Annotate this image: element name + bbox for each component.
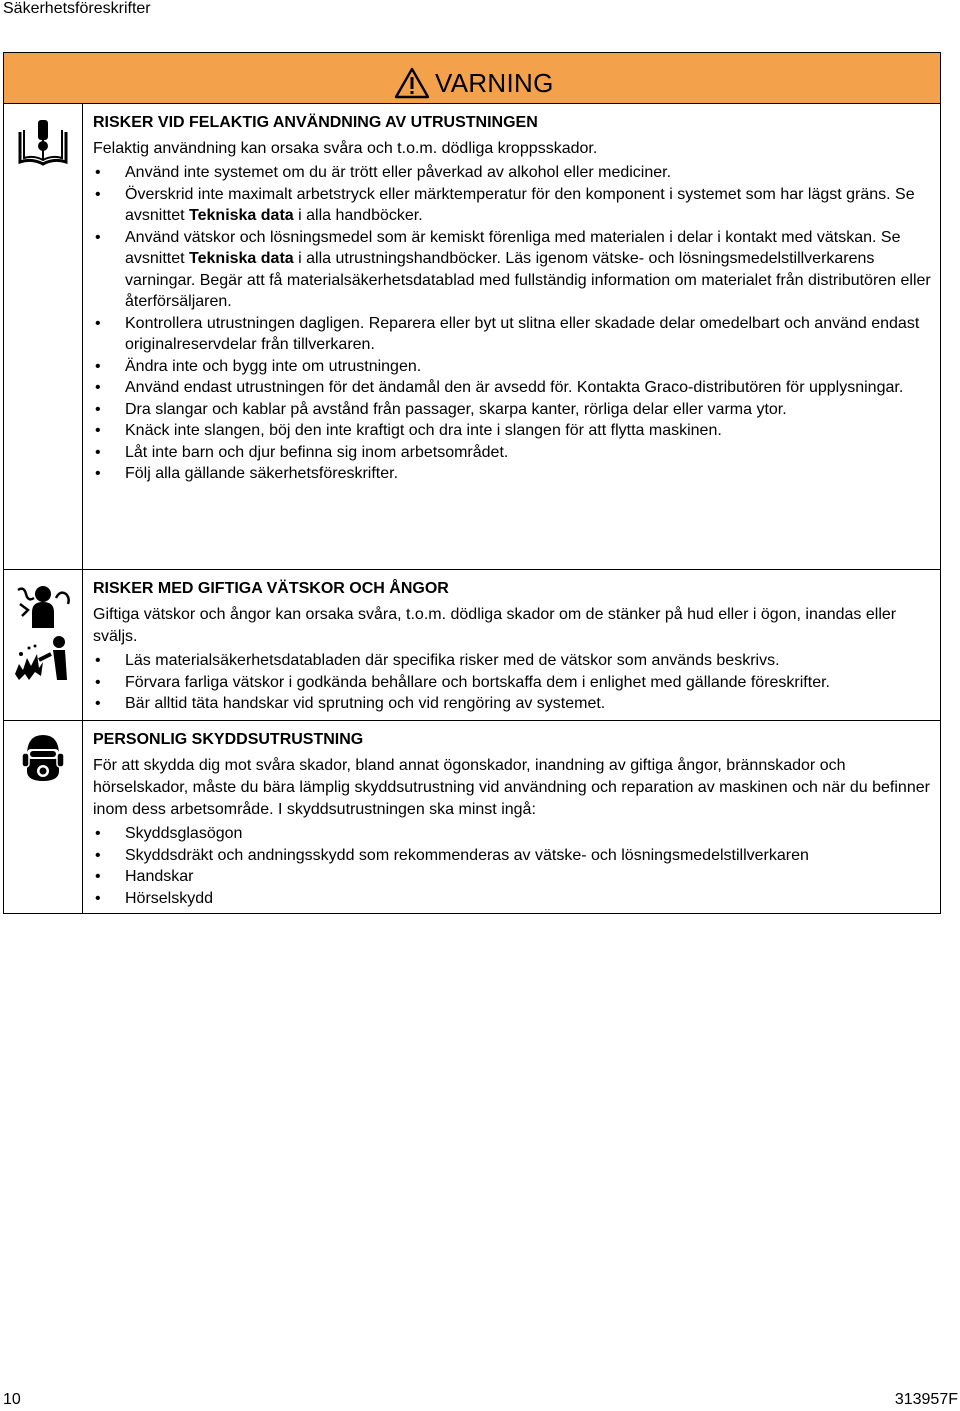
page-header: Säkerhetsföreskrifter (3, 0, 151, 17)
list-item: • Följ alla gällande säkerhetsföreskrifter. (93, 463, 932, 485)
list-item: • Använd inte systemet om du är trött eller påverkad av alkohol eller mediciner. (93, 162, 932, 184)
section-title: RISKER MED GIFTIGA VÄTSKOR OCH ÅNGOR (93, 580, 449, 597)
section-misuse (4, 104, 940, 569)
list-item: • Överskrid inte maximalt arbetstryck eller märktemperatur för den komponent i systemet som har lägst gräns. Se avsnittet Tekniska data i alla handböcker. (93, 184, 932, 227)
section-title: PERSONLIG SKYDDSUTRUSTNING (93, 731, 364, 748)
read-manual-icon (16, 118, 70, 168)
list-item: • Ändra inte och bygg inte om utrustningen. (93, 356, 932, 378)
section-intro: Felaktig användning kan orsaka svåra och t.o.m. dödliga kroppsskador. (93, 140, 598, 157)
bullet-list (93, 823, 932, 909)
list-item: • Knäck inte slangen, böj den inte kraftigt och dra inte i slangen för att flytta maskinen. (93, 420, 932, 442)
page-number: 10 (3, 1391, 21, 1408)
list-item: • Hörselskydd (93, 888, 932, 910)
list-item: • Skyddsglasögon (93, 823, 932, 845)
bullet-list (93, 162, 932, 485)
section-toxic (4, 569, 940, 720)
list-item: • Skyddsdräkt och andningsskydd som rekommenderas av vätske- och lösningsmedelstillverkaren (93, 845, 932, 867)
warning-triangle-icon (394, 67, 430, 99)
document-code: 313957F (894, 1391, 958, 1408)
warning-title: VARNING (435, 67, 554, 98)
list-item: • Läs materialsäkerhetsdatabladen där specifika risker med de vätskor som används beskrivs. (93, 650, 932, 672)
section-intro: Giftiga vätskor och ångor kan orsaka svåra, t.o.m. dödliga skador om de stänker på hud eller i ögon, inandas eller sväljs. (93, 606, 897, 645)
section-intro: För att skydda dig mot svåra skador, bland annat ögonskador, inandning av giftiga ångor, brännskador och hörselskador, måste du bära lämplig skyddsutrustning vid användning och reparation av maskinen och när du befinner inom dess arbetsområde. I skyddsutrustningen ska minst ingå: (93, 757, 930, 818)
skin-splash-icon (13, 634, 73, 682)
list-item: • Handskar (93, 866, 932, 888)
list-item: • Förvara farliga vätskor i godkända behållare och bortskaffa dem i enlighet med gällande föreskrifter. (93, 672, 932, 694)
list-item: • Använd endast utrustningen för det ändamål den är avsedd för. Kontakta Graco-distributören för upplysningar. (93, 377, 932, 399)
bullet-list (93, 650, 932, 715)
section-ppe (4, 720, 940, 913)
toxic-fumes-icon (16, 582, 70, 628)
list-item: • Låt inte barn och djur befinna sig inom arbetsområdet. (93, 442, 932, 464)
list-item: • Dra slangar och kablar på avstånd från passager, skarpa kanter, rörliga delar eller varma ytor. (93, 399, 932, 421)
list-item: • Använd vätskor och lösningsmedel som är kemiskt förenliga med materialen i delar i kontakt med vätskan. Se avsnittet Tekniska data i alla utrustningshandböcker. Läs igenom vätske- och lösningsmedelstillverkarens varningar. Begär att få materialsäkerhetsdatablad med fullständig information om materialet från distributören eller återförsäljaren. (93, 227, 932, 313)
warning-banner (4, 53, 940, 104)
protective-gear-icon (21, 733, 65, 783)
list-item: • Bär alltid täta handskar vid sprutning och vid rengöring av systemet. (93, 693, 932, 715)
warning-table (3, 52, 941, 914)
list-item: • Kontrollera utrustningen dagligen. Reparera eller byt ut slitna eller skadade delar omedelbart och använd endast originalreservdelar från tillverkaren. (93, 313, 932, 356)
section-title: RISKER VID FELAKTIG ANVÄNDNING AV UTRUSTNINGEN (93, 114, 538, 131)
